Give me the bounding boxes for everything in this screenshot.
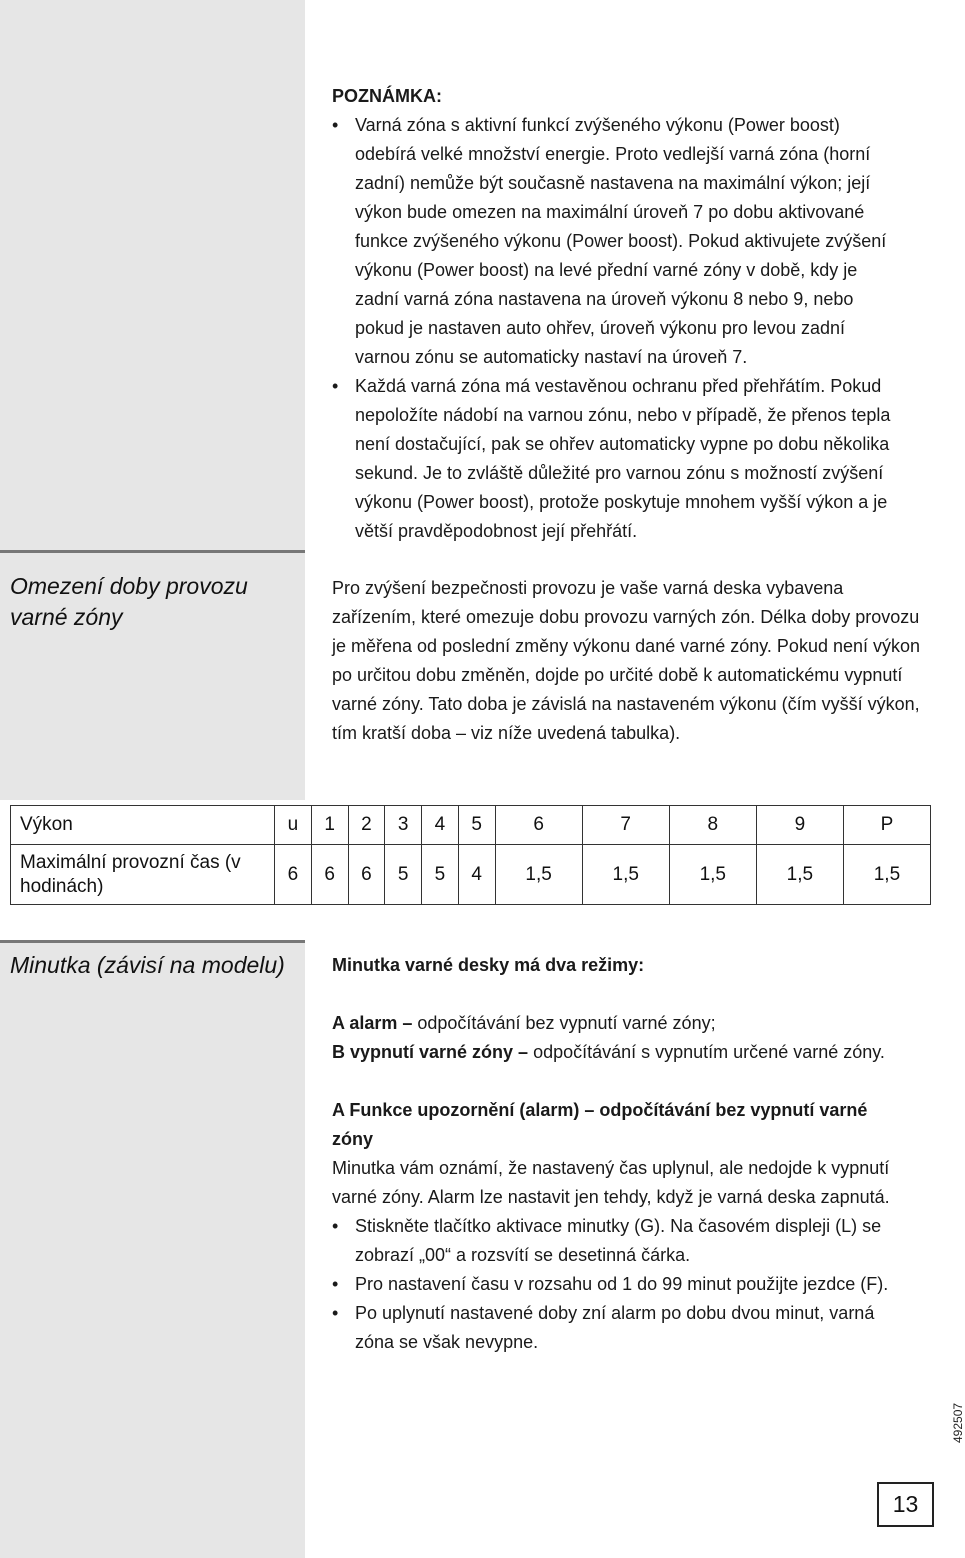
- mode-b-label: B vypnutí varné zóny: [332, 1042, 514, 1062]
- table-cell-level: 3: [385, 806, 422, 845]
- timer-mode-b: [332, 1038, 912, 1067]
- table-cell-level: 2: [348, 806, 385, 845]
- table-row-hours: [11, 845, 931, 905]
- mode-a-dash: –: [397, 1013, 418, 1033]
- table-cell-hours: 6: [275, 845, 312, 905]
- table-cell-level: 7: [582, 806, 669, 845]
- table-cell-hours: 1,5: [582, 845, 669, 905]
- sidebar-background-timer: [0, 943, 305, 1558]
- document-code: 492507: [951, 1402, 965, 1443]
- timer-intro: Minutka varné desky má dva režimy:: [332, 955, 645, 975]
- operating-time-table: [10, 805, 931, 905]
- table-cell-level: 5: [458, 806, 495, 845]
- timer-section-body: [332, 951, 912, 1357]
- table-cell-hours: 6: [348, 845, 385, 905]
- table-cell-label: Výkon: [11, 806, 275, 845]
- timer-bullet-list: [332, 1212, 912, 1357]
- sidebar-background-top: [0, 0, 305, 550]
- table-cell-level: 9: [756, 806, 843, 845]
- table-cell-hours: 1,5: [843, 845, 930, 905]
- mode-b-text: odpočítávání s vypnutím určené varné zóny.: [533, 1042, 885, 1062]
- timer-bullet-item: • Pro nastavení času v rozsahu od 1 do 99 minut použijte jezdce (F).: [332, 1270, 912, 1299]
- table-row-power: [11, 806, 931, 845]
- timer-mode-a: [332, 1009, 912, 1038]
- mode-b-dash: –: [513, 1042, 534, 1062]
- table-cell-hours: 1,5: [756, 845, 843, 905]
- timer-section-title: Minutka (závisí na modelu): [10, 952, 285, 978]
- note-heading: POZNÁMKA:: [332, 86, 442, 106]
- note-bullet-item: • Každá varná zóna má vestavěnou ochranu před přehřátím. Pokud nepoložíte nádobí na varnou zónu, nebo v případě, že přenos tepla není dostačující, pak se ohřev automaticky vypne po dobu několika sekund. Je to zvláště důležité pro varnou zónu s možností zvýšení výkonu (Power boost), protože poskytuje mnohem vyšší výkon a je větší pravděpodobnost její přehřátí.: [332, 372, 897, 546]
- note-block: [332, 82, 897, 546]
- table-cell-hours: 5: [385, 845, 422, 905]
- limit-section-title: Omezení doby provozu varné zóny: [10, 573, 248, 630]
- page-number: 13: [877, 1482, 934, 1527]
- note-bullet-item: • Varná zóna s aktivní funkcí zvýšeného výkonu (Power boost) odebírá velké množství energie. Proto vedlejší varná zóna (horní zadní) nemůže být současně nastavena na maximální výkon; její výkon bude omezen na maximální úroveň 7 po dobu aktivované funkce zvýšeného výkonu (Power boost). Pokud aktivujete zvýšení výkonu (Power boost) na levé přední varné zóny v době, kdy je zadní varná zóna nastavena na úroveň výkonu 8 nebo 9, nebo pokud je nastaven auto ohřev, úroveň výkonu pro levou zadní varnou zónu se automaticky nastaví na úroveň 7.: [332, 111, 897, 372]
- table-cell-label: Maximální provozní čas (v hodinách): [11, 845, 275, 905]
- mode-a-text: odpočítávání bez vypnutí varné zóny;: [417, 1013, 716, 1033]
- table-cell-level: 4: [422, 806, 459, 845]
- mode-a-label: A alarm: [332, 1013, 398, 1033]
- table-cell-hours: 5: [422, 845, 459, 905]
- table-cell-level: 8: [669, 806, 756, 845]
- timer-subheading: A Funkce upozornění (alarm) – odpočítávání bez vypnutí varné zóny: [332, 1100, 868, 1149]
- table-cell-hours: 6: [311, 845, 348, 905]
- timer-bullet-item: • Po uplynutí nastavené doby zní alarm po dobu dvou minut, varná zóna se však nevypne.: [332, 1299, 912, 1357]
- table-cell-level: 1: [311, 806, 348, 845]
- table-cell-hours: 4: [458, 845, 495, 905]
- table-cell-hours: 1,5: [669, 845, 756, 905]
- timer-bullet-item: • Stiskněte tlačítko aktivace minutky (G). Na časovém displeji (L) se zobrazí „00“ a rozsvítí se desetinná čárka.: [332, 1212, 912, 1270]
- timer-paragraph: Minutka vám oznámí, že nastavený čas uplynul, ale nedojde k vypnutí varné zóny. Alarm lze nastavit jen tehdy, když je varná deska zapnutá.: [332, 1158, 890, 1207]
- table-cell-level: u: [275, 806, 312, 845]
- table-cell-hours: 1,5: [495, 845, 582, 905]
- table-cell-level: 6: [495, 806, 582, 845]
- table-cell-level: P: [843, 806, 930, 845]
- limit-section-body: Pro zvýšení bezpečnosti provozu je vaše varná deska vybavena zařízením, které omezuje dobu provozu varných zón. Délka doby provozu je měřena od poslední změny výkonu dané varné zóny. Pokud není výkon po určitou dobu změněn, dojde po určité době k automatickému vypnutí varné zóny. Tato doba je závislá na nastaveném výkonu (čím vyšší výkon, tím kratší doba – viz níže uvedená tabulka).: [332, 578, 921, 743]
- note-bullet-list: [332, 111, 897, 546]
